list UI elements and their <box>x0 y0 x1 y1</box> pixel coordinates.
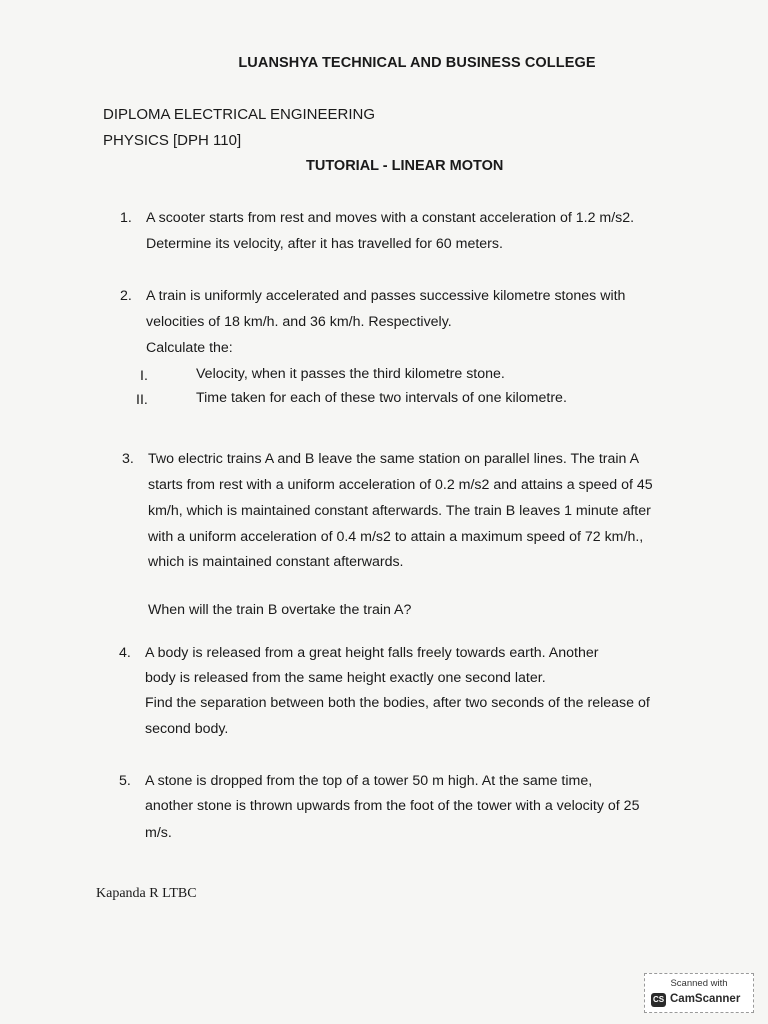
question-line: which is maintained constant afterwards. <box>148 554 404 570</box>
question-line: velocities of 18 km/h. and 36 km/h. Respectively. <box>146 314 452 330</box>
question-line: with a uniform acceleration of 0.4 m/s2 to attain a maximum speed of 72 km/h., <box>148 529 644 545</box>
question-line: When will the train B overtake the train A? <box>148 602 412 618</box>
question-line: km/h, which is maintained constant afterwards. The train B leaves 1 minute after <box>148 503 651 519</box>
question-line: body is released from the same height exactly one second later. <box>145 670 546 686</box>
sub-item-numeral: II. <box>136 392 148 408</box>
author-signature: Kapanda R LTBC <box>96 886 197 901</box>
course-code: PHYSICS [DPH 110] <box>103 132 242 149</box>
question-line: A train is uniformly accelerated and passes successive kilometre stones with <box>146 288 626 304</box>
question-line: second body. <box>145 721 229 737</box>
question-number: 4. <box>119 645 131 661</box>
question-number: 5. <box>119 773 131 789</box>
sub-item-text: Time taken for each of these two intervals of one kilometre. <box>196 390 567 406</box>
scanner-name: CamScanner <box>670 993 741 1005</box>
question-line: A scooter starts from rest and moves with a constant acceleration of 1.2 m/s2. <box>146 210 635 226</box>
question-number: 1. <box>120 210 132 226</box>
question-line: Determine its velocity, after it has travelled for 60 meters. <box>146 236 503 252</box>
question-line: Two electric trains A and B leave the same station on parallel lines. The train A <box>148 451 640 467</box>
question-line: starts from rest with a uniform acceleration of 0.2 m/s2 and attains a speed of 45 <box>148 477 653 493</box>
question-number: 2. <box>120 288 132 304</box>
question-line: A stone is dropped from the top of a tower 50 m high. At the same time, <box>145 773 593 789</box>
camscanner-watermark <box>644 973 754 1013</box>
department-name: DIPLOMA ELECTRICAL ENGINEERING <box>103 106 376 123</box>
question-line: Calculate the: <box>146 340 233 356</box>
question-number: 3. <box>122 451 134 467</box>
sub-item-numeral: I. <box>140 368 148 384</box>
camscanner-logo-icon: CS <box>651 993 666 1007</box>
question-line: A body is released from a great height falls freely towards earth. Another <box>145 645 599 661</box>
college-name: LUANSHYA TECHNICAL AND BUSINESS COLLEGE <box>238 55 596 71</box>
sub-item-text: Velocity, when it passes the third kilometre stone. <box>196 366 505 382</box>
question-line: Find the separation between both the bodies, after two seconds of the release of <box>145 695 650 711</box>
tutorial-title: TUTORIAL - LINEAR MOTON <box>306 158 504 174</box>
question-line: another stone is thrown upwards from the foot of the tower with a velocity of 25 <box>145 798 640 814</box>
scanner-caption: Scanned with <box>670 978 728 989</box>
question-line: m/s. <box>145 825 172 841</box>
